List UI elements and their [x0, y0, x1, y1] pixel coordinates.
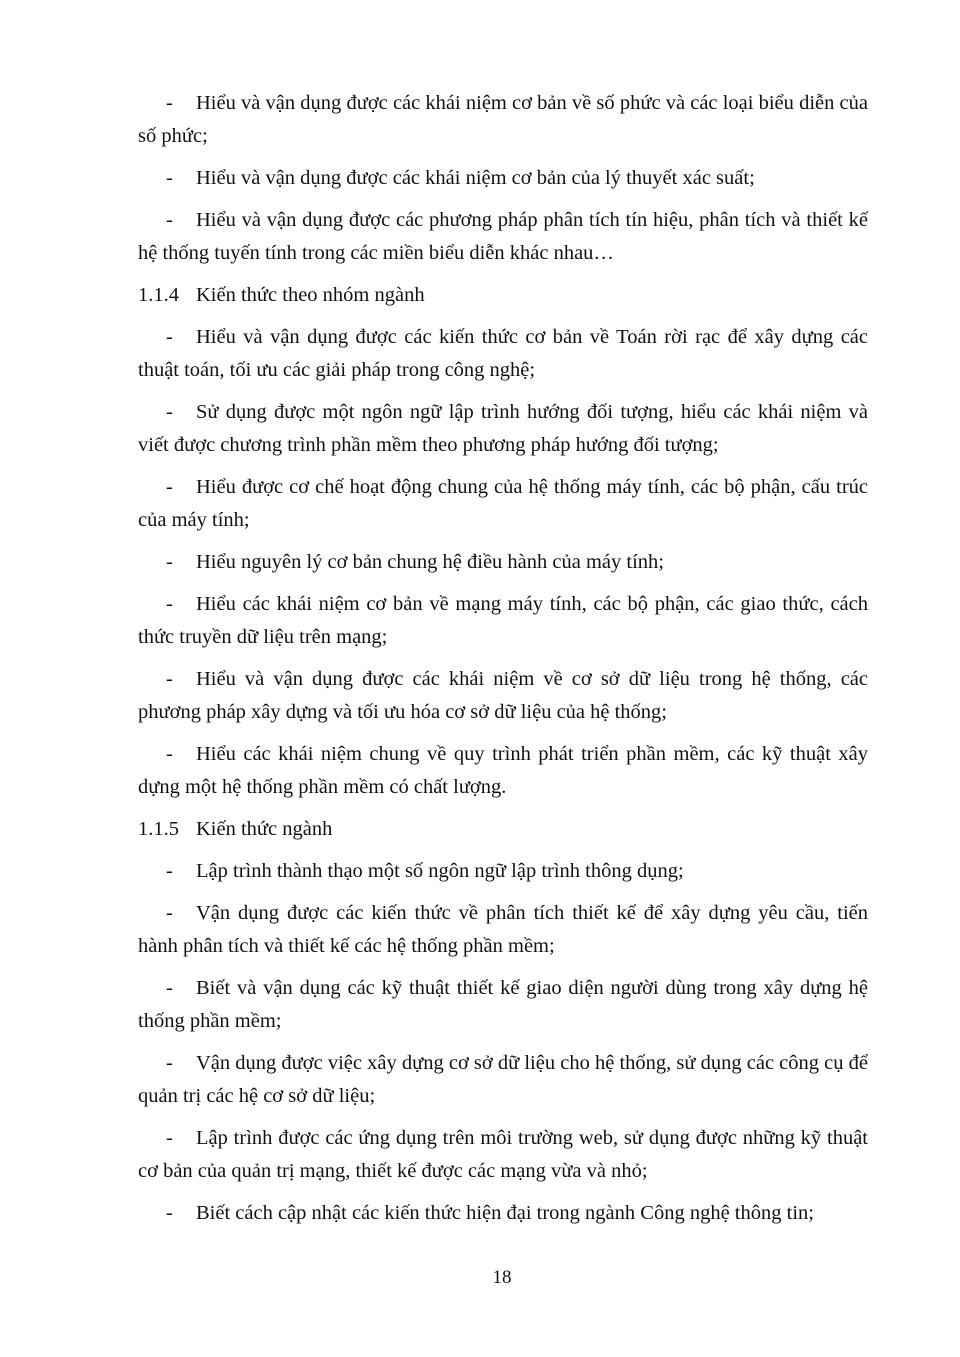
bullet-item: [138, 1122, 868, 1188]
section-number: 1.1.4: [138, 284, 179, 306]
bullet-item: [138, 972, 868, 1038]
section-heading-1-1-5: [138, 813, 868, 846]
bullet-dash: -: [166, 860, 173, 882]
bullet-item: [138, 588, 868, 654]
bullet-text: Hiểu và vận dụng được các phương pháp phân tích tín hiệu, phân tích và thiết kế hệ thống tuyến tính trong các miền biểu diễn khác nhau…: [138, 209, 868, 264]
bullet-text: Hiểu nguyên lý cơ bản chung hệ điều hành của máy tính;: [196, 551, 664, 573]
bullet-dash: -: [166, 209, 173, 231]
bullet-item: [138, 87, 868, 153]
bullet-item: [138, 663, 868, 729]
bullet-text: Hiểu các khái niệm cơ bản về mạng máy tính, các bộ phận, các giao thức, cách thức truyền dữ liệu trên mạng;: [138, 593, 868, 648]
bullet-text: Vận dụng được các kiến thức về phân tích thiết kế để xây dựng yêu cầu, tiến hành phân tích và thiết kế các hệ thống phần mềm;: [138, 902, 868, 957]
bullet-item: [138, 897, 868, 963]
bullet-text: Hiểu được cơ chế hoạt động chung của hệ thống máy tính, các bộ phận, cấu trúc của máy tính;: [138, 476, 868, 531]
bullet-item: [138, 738, 868, 804]
bullet-dash: -: [166, 977, 173, 999]
bullet-item: [138, 855, 868, 888]
bullet-text: Vận dụng được việc xây dựng cơ sở dữ liệu cho hệ thống, sử dụng các công cụ để quản trị các hệ cơ sở dữ liệu;: [138, 1052, 868, 1107]
bullet-list-section-1-1-4: [138, 321, 868, 804]
bullet-text: Biết cách cập nhật các kiến thức hiện đại trong ngành Công nghệ thông tin;: [196, 1202, 814, 1224]
bullet-item: [138, 471, 868, 537]
bullet-dash: -: [166, 326, 173, 348]
bullet-dash: -: [166, 743, 173, 765]
bullet-dash: -: [166, 902, 173, 924]
page-number: 18: [492, 1267, 512, 1288]
bullet-item: [138, 1047, 868, 1113]
bullet-dash: -: [166, 476, 173, 498]
bullet-text: Lập trình thành thạo một số ngôn ngữ lập trình thông dụng;: [196, 860, 684, 882]
section-title: Kiến thức ngành: [196, 818, 333, 840]
section-heading-1-1-4: [138, 279, 868, 312]
bullet-list-section-1-1-5: [138, 855, 868, 1230]
bullet-text: Hiểu và vận dụng được các khái niệm cơ bản của lý thuyết xác suất;: [196, 167, 755, 189]
bullet-dash: -: [166, 92, 173, 114]
section-number: 1.1.5: [138, 818, 179, 840]
bullet-item: [138, 396, 868, 462]
page-content: [138, 87, 868, 1239]
bullet-text: Sử dụng được một ngôn ngữ lập trình hướng đối tượng, hiểu các khái niệm và viết được chương trình phần mềm theo phương pháp hướng đối tượng;: [138, 401, 868, 456]
bullet-text: Hiểu và vận dụng được các khái niệm về cơ sở dữ liệu trong hệ thống, các phương pháp xây dựng và tối ưu hóa cơ sở dữ liệu của hệ thống;: [138, 668, 868, 723]
section-title: Kiến thức theo nhóm ngành: [196, 284, 425, 306]
bullet-dash: -: [166, 1127, 173, 1149]
bullet-dash: -: [166, 668, 173, 690]
bullet-text: Biết và vận dụng các kỹ thuật thiết kế giao diện người dùng trong xây dựng hệ thống phần mềm;: [138, 977, 868, 1032]
bullet-item: [138, 321, 868, 387]
bullet-list-group-1: [138, 87, 868, 270]
bullet-dash: -: [166, 1052, 173, 1074]
bullet-item: [138, 162, 868, 195]
bullet-item: [138, 546, 868, 579]
bullet-dash: -: [166, 1202, 173, 1224]
bullet-item: [138, 204, 868, 270]
bullet-text: Hiểu và vận dụng được các kiến thức cơ bản về Toán rời rạc để xây dựng các thuật toán, tối ưu các giải pháp trong công nghệ;: [138, 326, 868, 381]
bullet-dash: -: [166, 167, 173, 189]
bullet-text: Lập trình được các ứng dụng trên môi trường web, sử dụng được những kỹ thuật cơ bản của quản trị mạng, thiết kế được các mạng vừa và nhỏ;: [138, 1127, 868, 1182]
bullet-item: [138, 1197, 868, 1230]
bullet-dash: -: [166, 401, 173, 423]
bullet-text: Hiểu các khái niệm chung về quy trình phát triển phần mềm, các kỹ thuật xây dựng một hệ thống phần mềm có chất lượng.: [138, 743, 868, 798]
bullet-dash: -: [166, 593, 173, 615]
bullet-dash: -: [166, 551, 173, 573]
bullet-text: Hiểu và vận dụng được các khái niệm cơ bản về số phức và các loại biểu diễn của số phức;: [138, 92, 868, 147]
